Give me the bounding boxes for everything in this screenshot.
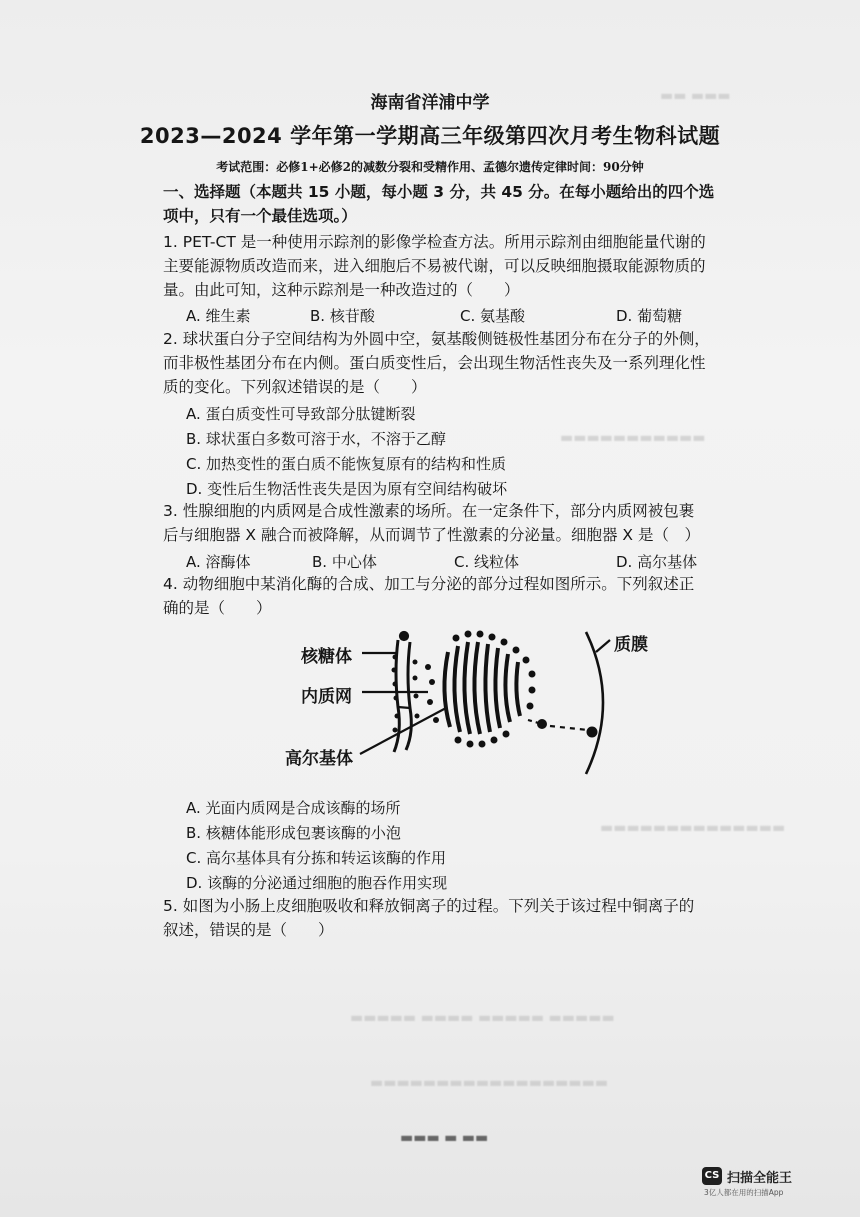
question-5-text: 5. 如图为小肠上皮细胞吸收和释放铜离子的过程。下列关于该过程中铜离子的 <box>163 897 695 915</box>
watermark-tagline: 3亿人都在用的扫描App <box>704 1188 784 1197</box>
question-2-text: 质的变化。下列叙述错误的是（ ） <box>163 378 427 396</box>
q1-option-d: D. 葡萄糖 <box>616 307 683 325</box>
question-2-text: 2. 球状蛋白分子空间结构为外圆中空，氨基酸侧链极性基团分布在分子的外侧， <box>163 330 710 348</box>
cs-logo-icon: CS <box>702 1167 722 1185</box>
scanner-watermark <box>702 1165 822 1199</box>
bleed-through-text: ▬▬ ▬▬▬ <box>660 88 731 104</box>
q3-option-d: D. 高尔基体 <box>616 553 698 571</box>
q4-option-c: C. 高尔基体具有分拣和转运该酶的作用 <box>186 849 447 867</box>
question-1-text: 主要能源物质改造而来，进入细胞后不易被代谢，可以反映细胞摄取能源物质的 <box>163 257 706 275</box>
question-3-text: 3. 性腺细胞的内质网是合成性激素的场所。在一定条件下，部分内质网被包裹 <box>163 502 695 520</box>
q2-option-c: C. 加热变性的蛋白质不能恢复原有的结构和性质 <box>186 455 507 473</box>
q4-option-a: A. 光面内质网是合成该酶的场所 <box>186 799 401 817</box>
label-er: 内质网 <box>301 687 352 707</box>
bleed-through-text: ▬▬▬▬▬ ▬▬▬▬ ▬▬▬▬▬ ▬▬▬▬▬ <box>350 1010 615 1026</box>
q1-option-b: B. 核苷酸 <box>310 307 375 325</box>
question-4-text: 确的是（ ） <box>163 599 272 617</box>
bleed-through-text: ▬▬▬▬▬▬▬▬▬▬▬▬▬▬ <box>600 820 786 836</box>
question-2-text: 而非极性基团分布在内侧。蛋白质变性后，会出现生物活性丧失及一系列理化性 <box>163 354 706 372</box>
q1-option-a: A. 维生素 <box>186 307 251 325</box>
organelle-drawing <box>270 612 690 782</box>
q1-option-c: C. 氨基酸 <box>460 307 526 325</box>
question-1-text: 量。由此可知，这种示踪剂是一种改造过的（ ） <box>163 281 520 299</box>
q3-option-c: C. 线粒体 <box>454 553 520 571</box>
bleed-through-text: ▬▬▬▬▬▬▬▬▬▬▬▬▬▬▬▬▬▬ <box>370 1075 609 1091</box>
secretion-diagram <box>270 612 690 782</box>
question-1-text: 1. PET-CT 是一种使用示踪剂的影像学检查方法。所用示踪剂由细胞能量代谢的 <box>163 233 706 251</box>
exam-scope: 考试范围：必修1+必修2的减数分裂和受精作用、孟德尔遗传定律时间：90分钟 <box>216 160 644 174</box>
question-4-text: 4. 动物细胞中某消化酶的合成、加工与分泌的部分过程如图所示。下列叙述正 <box>163 575 695 593</box>
watermark-app-name: 扫描全能王 <box>727 1171 793 1186</box>
q3-option-a: A. 溶酶体 <box>186 553 251 571</box>
bleed-through-text: ▬▬▬▬▬▬▬▬▬▬▬ <box>560 430 706 446</box>
q2-option-d: D. 变性后生物活性丧失是因为原有空间结构破坏 <box>186 480 508 498</box>
school-name: 海南省洋浦中学 <box>370 93 490 113</box>
section-heading: 项中，只有一个最佳选项。） <box>163 207 357 225</box>
label-ribosome: 核糖体 <box>301 647 352 667</box>
q3-option-b: B. 中心体 <box>312 553 377 571</box>
page-footer-blurred: ▬▬▬ ▬ ▬▬ <box>400 1130 489 1146</box>
exam-title: 2023—2024 学年第一学期高三年级第四次月考生物科试题 <box>139 124 721 148</box>
q2-option-a: A. 蛋白质变性可导致部分肽键断裂 <box>186 405 416 423</box>
label-membrane: 质膜 <box>614 635 648 655</box>
label-golgi: 高尔基体 <box>285 749 353 769</box>
section-heading: 一、选择题（本题共 15 小题，每小题 3 分，共 45 分。在每小题给出的四个选 <box>163 183 715 201</box>
q2-option-b: B. 球状蛋白多数可溶于水，不溶于乙醇 <box>186 430 446 448</box>
question-5-text: 叙述，错误的是（ ） <box>163 921 334 939</box>
question-3-text: 后与细胞器 X 融合而被降解，从而调节了性激素的分泌量。细胞器 X 是（ ） <box>163 526 700 544</box>
q4-option-b: B. 核糖体能形成包裹该酶的小泡 <box>186 824 401 842</box>
q4-option-d: D. 该酶的分泌通过细胞的胞吞作用实现 <box>186 874 448 892</box>
